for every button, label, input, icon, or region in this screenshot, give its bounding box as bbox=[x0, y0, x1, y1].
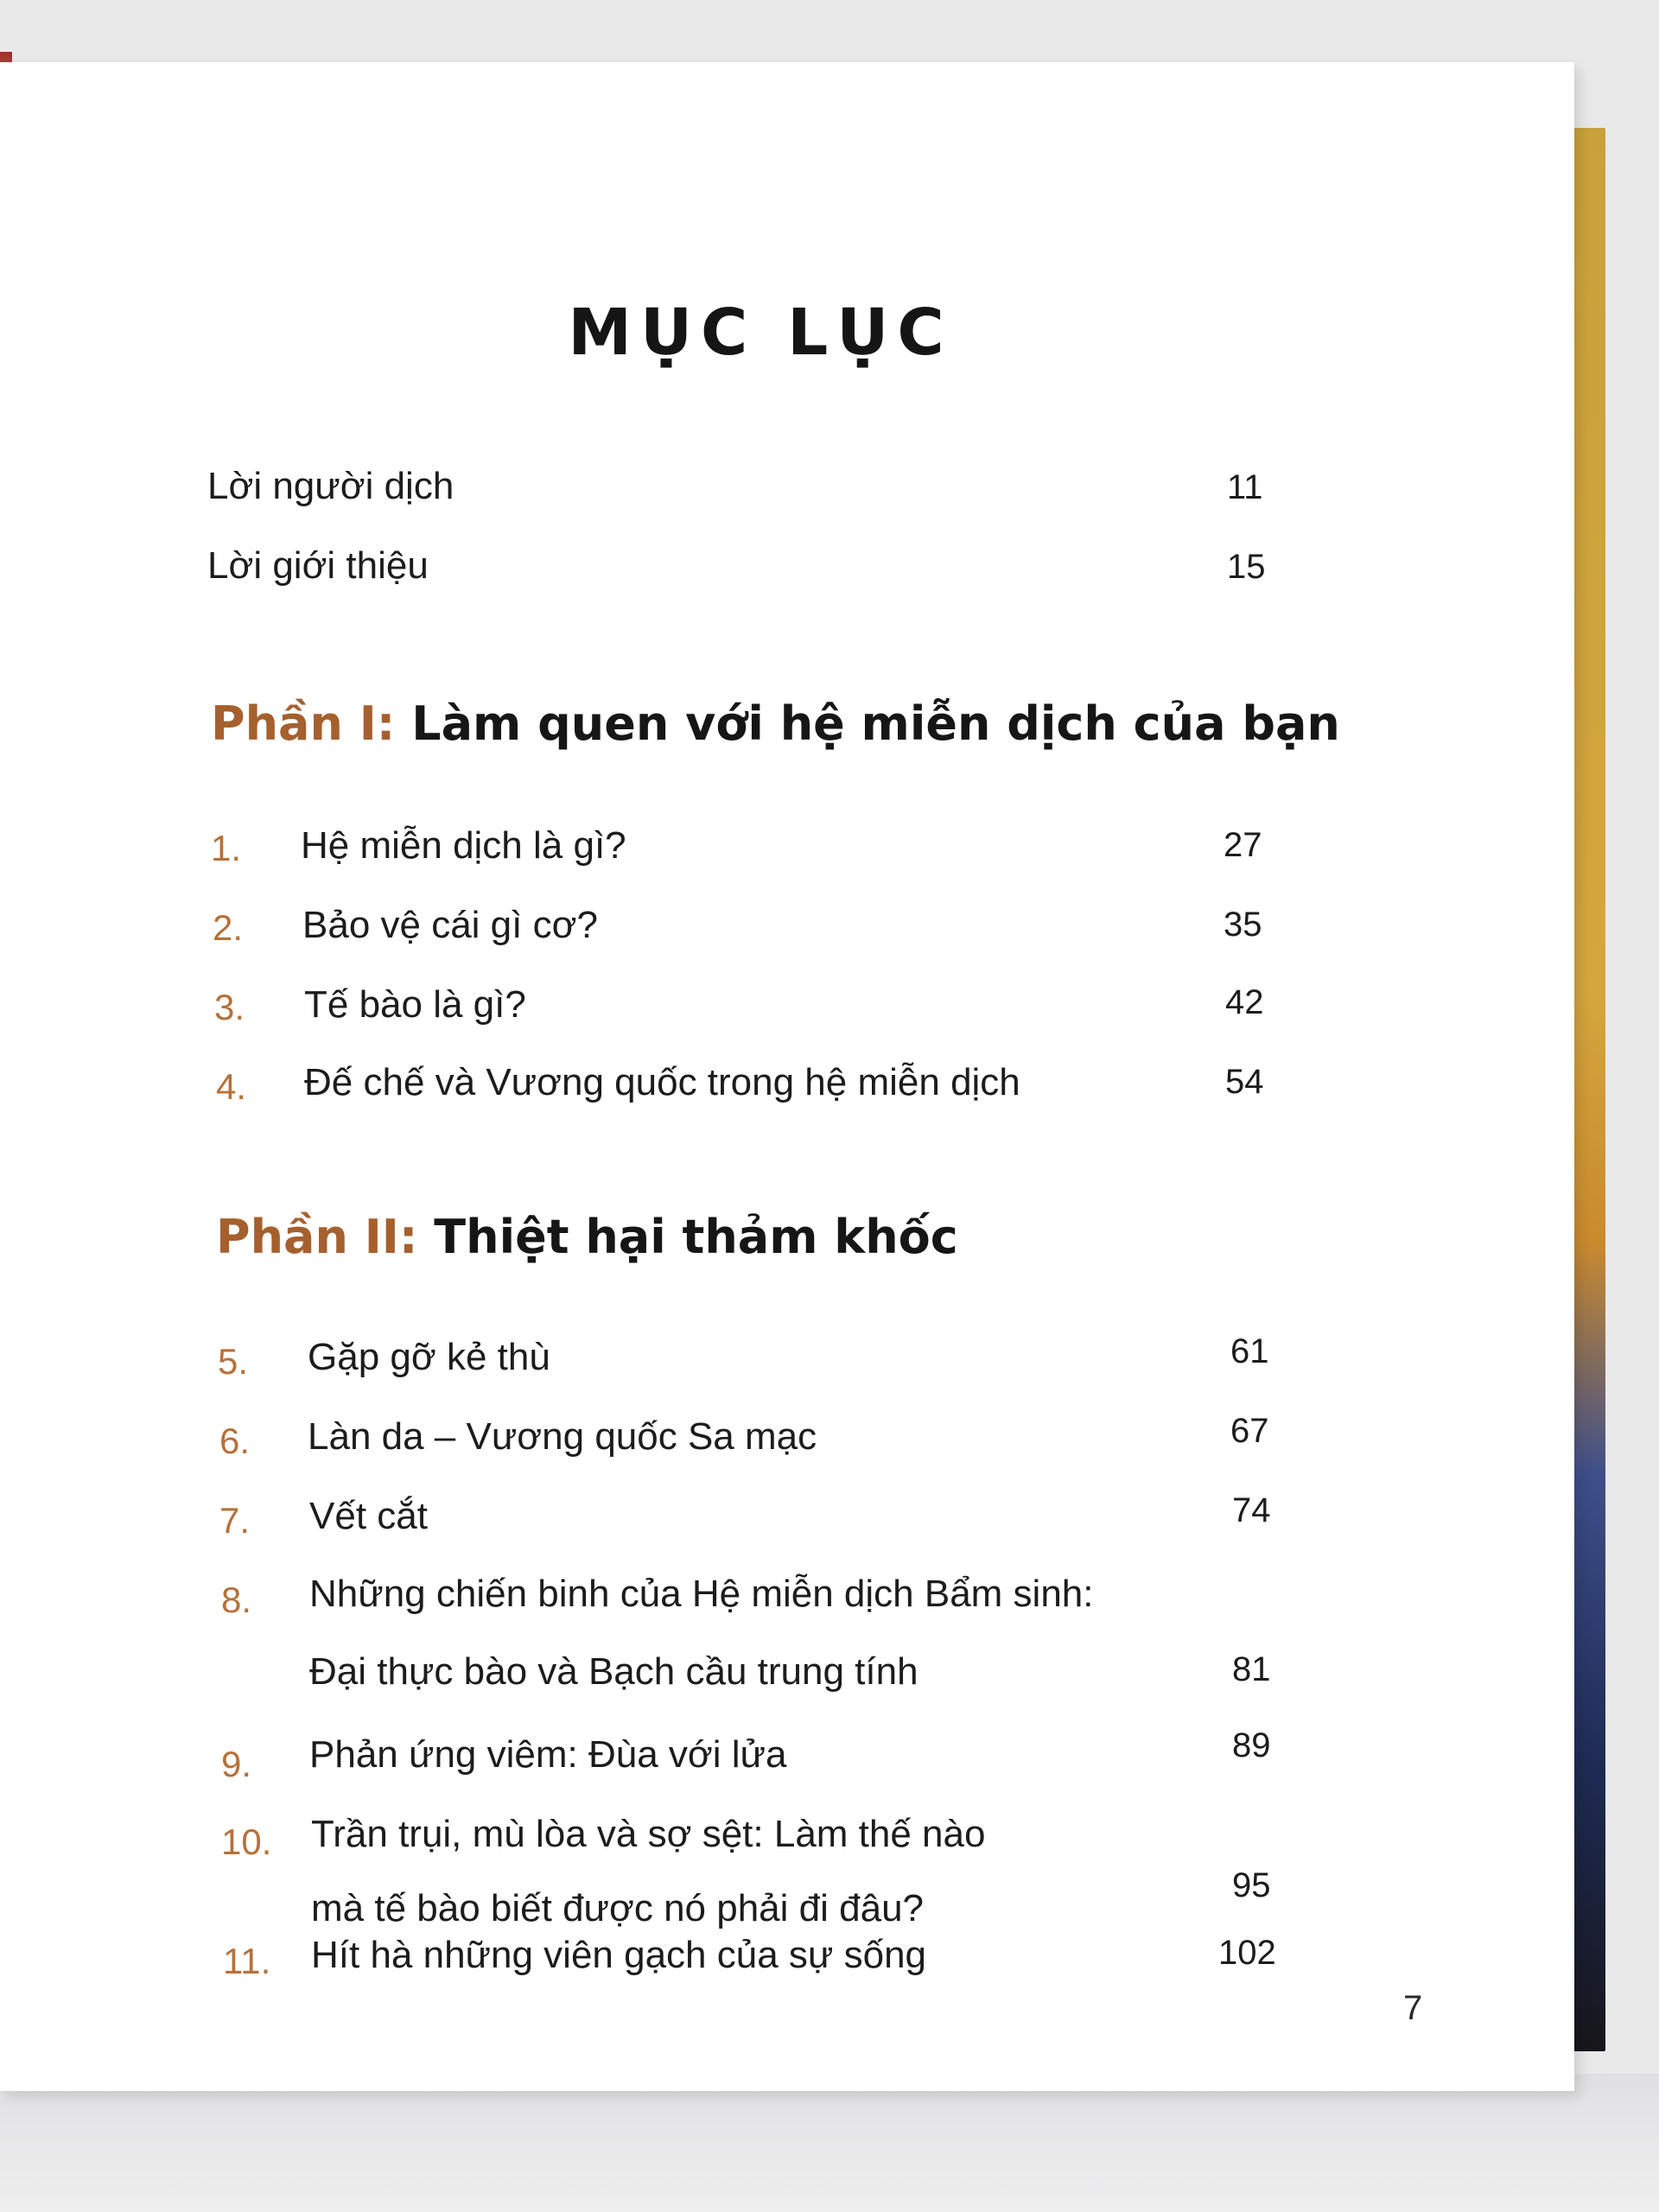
part-heading-2 bbox=[216, 1210, 958, 1264]
toc-entry-title-continued: Đại thực bào và Bạch cầu trung tính bbox=[309, 1650, 918, 1693]
part-heading-1 bbox=[211, 696, 1340, 751]
toc-entry-title: Gặp gỡ kẻ thù bbox=[308, 1336, 550, 1378]
toc-entry-page: 27 bbox=[1224, 826, 1262, 864]
toc-entry-number: 10. bbox=[221, 1821, 272, 1862]
toc-entry-front-2: Lời giới thiệu bbox=[207, 544, 429, 587]
toc-entry-page: 89 bbox=[1232, 1726, 1271, 1764]
toc-entry-number: 6. bbox=[219, 1421, 251, 1461]
part-label-1: Phần I: bbox=[211, 696, 396, 751]
toc-entry-page: 67 bbox=[1230, 1412, 1269, 1450]
part-title-1: Làm quen với hệ miễn dịch của bạn bbox=[411, 696, 1340, 751]
toc-entry-title: Đế chế và Vương quốc trong hệ miễn dịch bbox=[304, 1061, 1020, 1103]
book-cover-edge bbox=[1569, 128, 1605, 2051]
toc-entry-page: 74 bbox=[1232, 1491, 1271, 1529]
toc-entry-title: Hít hà những viên gạch của sự sống bbox=[311, 1934, 927, 1976]
toc-entry-number: 2. bbox=[213, 907, 244, 948]
toc-entry-page: 35 bbox=[1224, 906, 1262, 944]
toc-entry-page: 81 bbox=[1232, 1650, 1271, 1688]
toc-entry-title: Những chiến binh của Hệ miễn dịch Bẩm sinh: bbox=[309, 1573, 1094, 1615]
toc-entry-number: 3. bbox=[214, 987, 245, 1027]
toc-page-front-1: 11 bbox=[1227, 468, 1263, 506]
toc-entry-title: Tế bào là gì? bbox=[304, 983, 526, 1026]
toc-entry-number: 1. bbox=[211, 828, 242, 868]
page-title: MỤC LỤC bbox=[568, 296, 953, 370]
toc-entry-page: 61 bbox=[1230, 1332, 1269, 1370]
toc-entry-title: Vết cắt bbox=[309, 1495, 428, 1537]
table-surface bbox=[0, 2074, 1659, 2212]
toc-entry-number: 8. bbox=[221, 1580, 252, 1620]
toc-entry-title: Trần trụi, mù lòa và sợ sệt: Làm thế nào bbox=[311, 1813, 986, 1855]
toc-entry-page: 102 bbox=[1218, 1934, 1276, 1972]
toc-entry-front-1: Lời người dịch bbox=[207, 465, 454, 507]
toc-entry-title: Làn da – Vương quốc Sa mạc bbox=[308, 1415, 817, 1458]
toc-entry-page: 54 bbox=[1225, 1063, 1264, 1101]
toc-entry-page: 95 bbox=[1232, 1866, 1271, 1904]
toc-entry-number: 11. bbox=[223, 1941, 271, 1981]
toc-entry-number: 4. bbox=[216, 1066, 247, 1107]
toc-entry-title-continued: mà tế bào biết được nó phải đi đâu? bbox=[311, 1887, 925, 1929]
toc-page-front-2: 15 bbox=[1227, 548, 1266, 586]
toc-entry-page: 42 bbox=[1225, 983, 1264, 1021]
toc-entry-title: Bảo vệ cái gì cơ? bbox=[302, 904, 598, 946]
toc-entry-number: 7. bbox=[219, 1500, 251, 1541]
toc-entry-title: Phản ứng viêm: Đùa với lửa bbox=[309, 1733, 787, 1776]
toc-entry-title: Hệ miễn dịch là gì? bbox=[301, 824, 626, 867]
part-label-2: Phần II: bbox=[216, 1210, 418, 1264]
toc-entry-number: 9. bbox=[221, 1744, 252, 1784]
part-title-2: Thiệt hại thảm khốc bbox=[434, 1210, 958, 1264]
page-number: 7 bbox=[1403, 1989, 1423, 2027]
toc-entry-number: 5. bbox=[218, 1341, 249, 1382]
book-page bbox=[0, 62, 1574, 2091]
